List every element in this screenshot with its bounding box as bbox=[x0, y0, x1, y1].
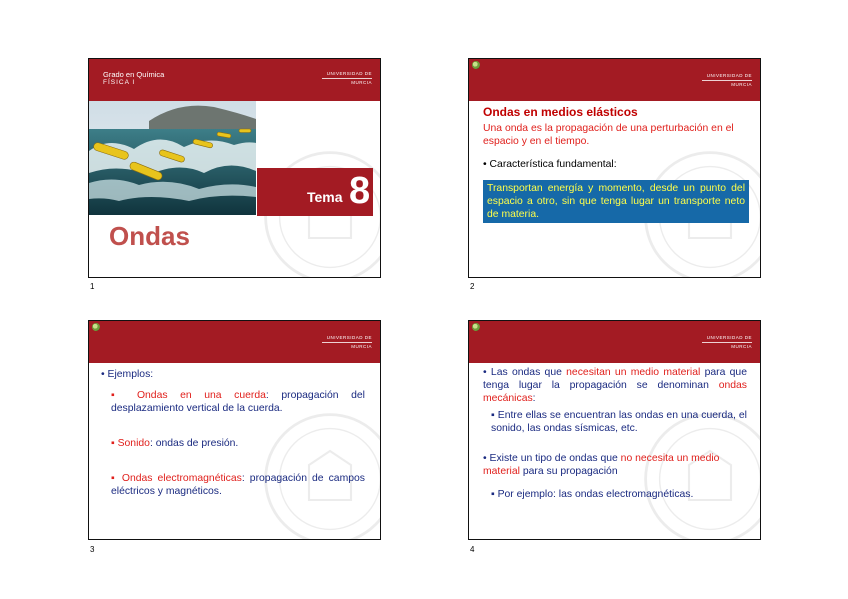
tema-label: Tema bbox=[307, 189, 343, 205]
tema-number: 8 bbox=[349, 170, 371, 212]
university-logo: UNIVERSIDAD DE MURCIA bbox=[322, 335, 372, 350]
page-number: 3 bbox=[90, 545, 95, 554]
course-label: Grado en Química bbox=[103, 70, 165, 79]
gear-icon bbox=[92, 323, 100, 331]
subject-label: FÍSICA I bbox=[103, 79, 136, 86]
slide-title: Ondas en medios elásticos bbox=[483, 105, 638, 119]
sub-bullet-em-example: ▪ Por ejemplo: las ondas electromagnéticas. bbox=[491, 489, 694, 500]
university-logo: UNIVERSIDAD DE MURCIA bbox=[702, 335, 752, 350]
gear-icon bbox=[472, 61, 480, 69]
list-item: ▪ Ondas electromagnéticas: propagación de campos eléctricos y magnéticos. bbox=[111, 473, 365, 497]
paragraph-mechanical-waves: • Las ondas que necesitan un medio material para que tenga lugar la propagación se denominan ondas mecánicas: bbox=[483, 367, 747, 404]
slide-title: Ondas bbox=[109, 221, 190, 251]
highlight-box: Transportan energía y momento, desde un punto del espacio a otro, sin que tenga lugar un transporte neto de materia. bbox=[483, 180, 749, 223]
list-item: ▪ Ondas en una cuerda: propagación del desplazamiento vertical de la cuerda. bbox=[111, 390, 365, 414]
page-number: 4 bbox=[470, 545, 475, 554]
page-number: 2 bbox=[470, 282, 475, 291]
tema-box bbox=[257, 168, 373, 216]
slide-2 bbox=[468, 58, 761, 278]
slide-4 bbox=[468, 320, 761, 540]
paragraph-em-waves: • Existe un tipo de ondas que no necesita un medio material para su propagación bbox=[483, 453, 720, 477]
definition-text: Una onda es la propagación de una perturbación en el espacio y en el tiempo. bbox=[483, 123, 734, 147]
bullet-text: • Característica fundamental: bbox=[483, 159, 617, 170]
sub-bullet-examples: ▪ Entre ellas se encuentran las ondas en una cuerda, el sonido, las ondas sísmicas, etc. bbox=[491, 410, 747, 434]
list-item: ▪ Sonido: ondas de presión. bbox=[111, 438, 239, 449]
university-logo: UNIVERSIDAD DE MURCIA bbox=[702, 73, 752, 88]
gear-icon bbox=[472, 323, 480, 331]
page-number: 1 bbox=[90, 282, 95, 291]
wave-photo bbox=[89, 101, 256, 215]
examples-heading: • Ejemplos: bbox=[101, 369, 154, 380]
slide-3 bbox=[88, 320, 381, 540]
slide-1 bbox=[88, 58, 381, 278]
university-logo: UNIVERSIDAD DE MURCIA bbox=[322, 71, 372, 86]
